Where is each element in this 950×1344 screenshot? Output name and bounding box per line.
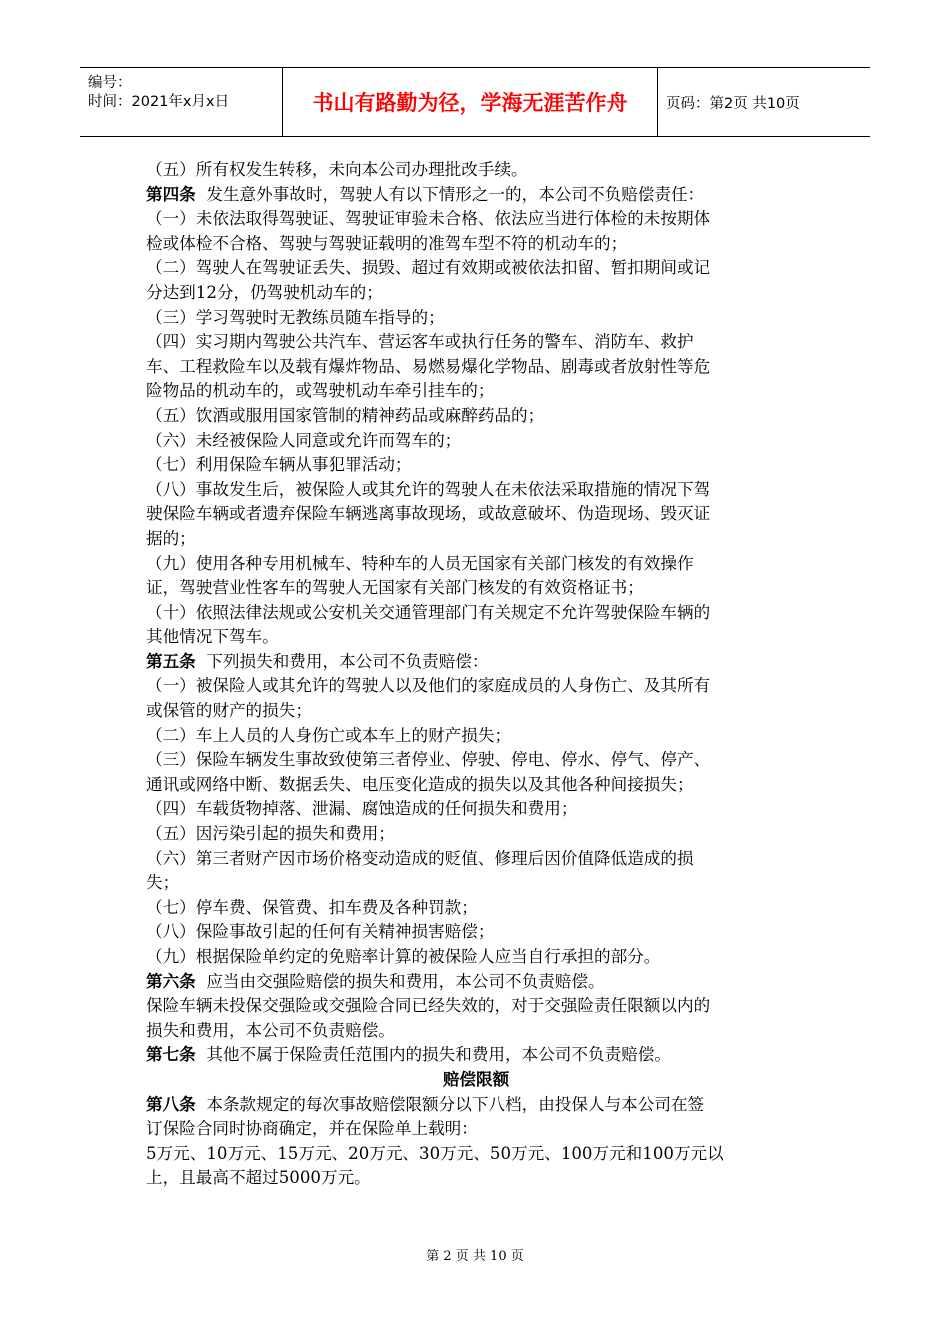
body-line: 保险车辆未投保交强险或交强险合同已经失效的，对于交强险责任限额以内的: [146, 996, 711, 1016]
body-line: （一）未依法取得驾驶证、驾驶证审验未合格、依法应当进行体检的未按期体: [146, 209, 711, 229]
body-line: （九）根据保险单约定的免赔率计算的被保险人应当自行承担的部分。: [146, 947, 661, 966]
body-line: 本条款规定的每次事故赔偿限额分以下八档，由投保人与本公司在签: [206, 1094, 705, 1114]
article-6-intro: [146, 970, 806, 995]
body-line: 证，驾驶营业性客车的驾驶人无国家有关部门核发的有效资格证书；: [146, 578, 644, 598]
body-line: 或保管的财产的损失；: [146, 701, 312, 721]
section-heading: 赔偿限额: [442, 1069, 510, 1089]
body-line: 通讯或网络中断、数据丢失、电压变化造成的损失以及其他各种间接损失；: [146, 774, 694, 794]
article-label: 第七条: [146, 1045, 196, 1065]
body-line: （一）被保险人或其允许的驾驶人以及他们的家庭成员的人身伤亡、及其所有: [146, 676, 711, 696]
body-line: （三）学习驾驶时无教练员随车指导的；: [146, 307, 445, 327]
page-header: [80, 67, 870, 137]
article-label: 第五条: [146, 651, 196, 671]
body-line: 失；: [146, 873, 180, 893]
body-line: （七）利用保险车辆从事犯罪活动；: [146, 455, 412, 475]
body-line: 其他不属于保险责任范围内的损失和费用，本公司不负责赔偿。: [206, 1045, 671, 1065]
body-line: （十）依照法律法规或公安机关交通管理部门有关规定不允许驾驶保险车辆的: [146, 602, 711, 622]
article-label: 第八条: [146, 1094, 196, 1114]
document-date: 时间：2021年x月x日: [88, 94, 230, 110]
body-line: 其他情况下驾车。: [146, 627, 279, 647]
body-line: （八）保险事故引起的任何有关精神损害赔偿；: [146, 922, 495, 942]
body-line: 驶保险车辆或者遗弃保险车辆逃离事故现场，或故意破坏、伪造现场、毁灭证: [146, 504, 711, 524]
article-5-intro: [146, 650, 806, 675]
body-line: （二）驾驶人在驾驶证丢失、损毁、超过有效期或被依法扣留、暂扣期间或记: [146, 258, 711, 278]
body-line: 上，且最高不超过5000万元。: [146, 1168, 371, 1188]
article-4-intro: [146, 183, 806, 208]
body-line: （四）实习期内驾驶公共汽车、营运客车或执行任务的警车、消防车、救护: [146, 332, 694, 352]
body-line: （三）保险车辆发生事故致使第三者停业、停驶、停电、停水、停气、停产、: [146, 750, 711, 770]
page-footer: 第 2 页 共 10 页: [426, 1249, 524, 1264]
article-7-intro: [146, 1043, 806, 1068]
body-line: 应当由交强险赔偿的损失和费用，本公司不负责赔偿。: [206, 971, 605, 991]
body-line: （五）所有权发生转移，未向本公司办理批改手续。: [146, 160, 528, 179]
body-line: 分达到12分，仍驾驶机动车的；: [146, 282, 383, 302]
body-line: 订保险合同时协商确定，并在保险单上载明：: [146, 1119, 478, 1139]
body-line: 发生意外事故时，驾驶人有以下情形之一的，本公司不负赔偿责任：: [206, 184, 705, 204]
body-line: 损失和费用，本公司不负责赔偿。: [146, 1020, 395, 1040]
body-line: （七）停车费、保管费、扣车费及各种罚款；: [146, 897, 478, 917]
body-line: （四）车载货物掉落、泄漏、腐蚀造成的任何损失和费用；: [146, 799, 578, 819]
body-line: 车、工程救险车以及载有爆炸物品、易燃易爆化学物品、剧毒或者放射性等危: [146, 356, 711, 376]
body-line: 下列损失和费用，本公司不负责赔偿：: [206, 651, 489, 671]
article-label: 第六条: [146, 971, 196, 991]
header-page-info: 页码：第2页 共10页: [666, 95, 800, 112]
body-line: （六）未经被保险人同意或允许而驾车的；: [146, 430, 462, 450]
body-line: 险物品的机动车的，或驾驶机动车牵引挂车的；: [146, 381, 495, 401]
body-line: 5万元、10万元、15万元、20万元、30万元、50万元、100万元和100万元以: [146, 1143, 724, 1163]
body-line: （五）饮酒或服用国家管制的精神药品或麻醉药品的；: [146, 405, 545, 425]
body-line: （八）事故发生后，被保险人或其允许的驾驶人在未依法采取措施的情况下驾: [146, 479, 711, 499]
body-line: （六）第三者财产因市场价格变动造成的贬值、修理后因价值降低造成的损: [146, 848, 694, 868]
header-meta: [80, 68, 283, 136]
body-line: （五）因污染引起的损失和费用；: [146, 824, 395, 844]
article-label: 第四条: [146, 184, 196, 204]
document-number-label: 编号：: [88, 75, 132, 91]
body-line: 检或体检不合格、驾驶与驾驶证载明的准驾车型不符的机动车的；: [146, 233, 628, 253]
header-motto: 书山有路勤为径，学海无涯苦作舟: [283, 68, 658, 136]
article-8-intro: [146, 1093, 806, 1118]
body-line: （二）车上人员的人身伤亡或本车上的财产损失；: [146, 725, 512, 745]
body-line: （九）使用各种专用机械车、特种车的人员无国家有关部门核发的有效操作: [146, 553, 694, 573]
document-body: [146, 158, 806, 1191]
body-line: 据的；: [146, 528, 196, 548]
